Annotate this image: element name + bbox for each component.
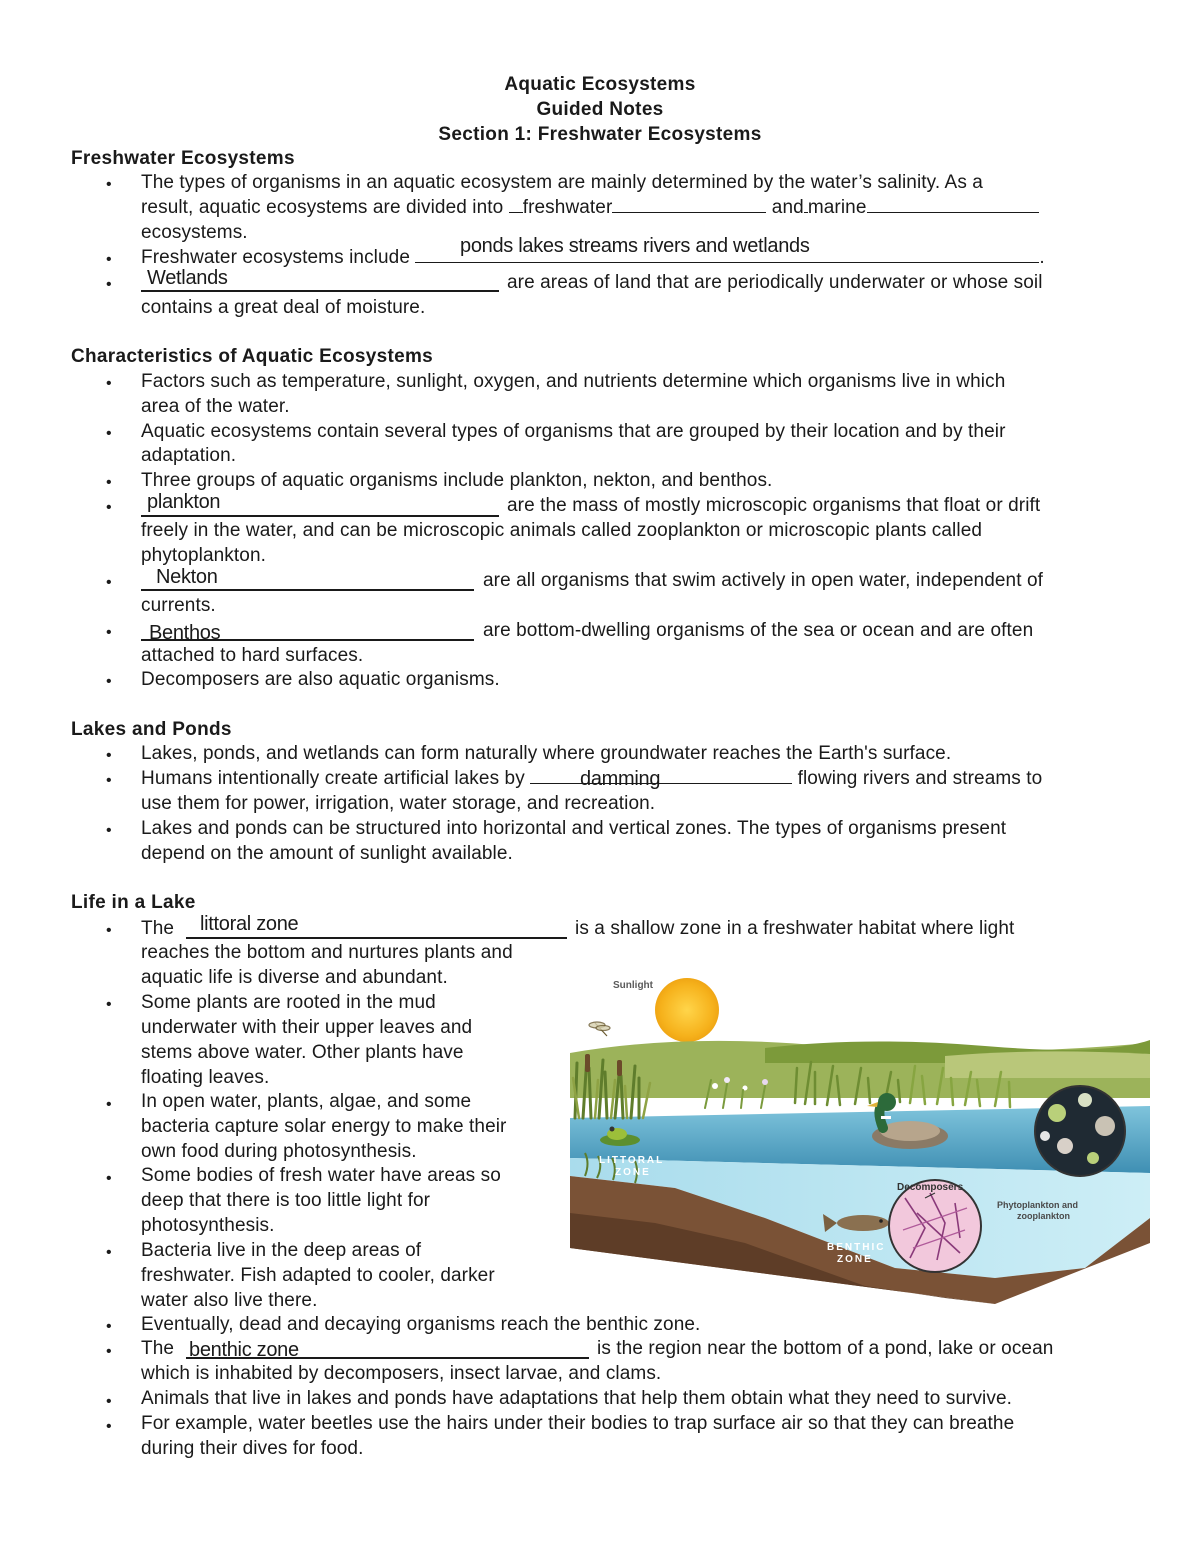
answer-littoral-zone: littoral zone [200,913,299,935]
bullet: • [106,822,112,839]
text-line: deep that there is too little light for [141,1190,431,1211]
bullet: • [106,1318,112,1335]
sunlight-label: Sunlight [613,980,653,991]
text-line: are bottom-dwelling organisms of the sea or ocean and are often [483,620,1034,641]
doc-title: Aquatic Ecosystems [504,74,696,95]
text-line: currents. [141,595,216,616]
text-line: adaptation. [141,445,237,466]
bullet: • [106,673,112,690]
bullet: • [106,1393,112,1410]
answer-damming: damming [580,768,661,790]
sun-icon [655,978,719,1042]
text-line: floating leaves. [141,1067,270,1088]
bullet: • [106,474,112,491]
text-line: The [141,918,175,939]
text-line: are all organisms that swim actively in open water, independent of [483,570,1044,591]
bullet: • [106,1170,112,1187]
answer-wetlands: Wetlands [147,267,228,289]
answer-benthos: Benthos [149,622,221,644]
text-line: Some bodies of fresh water have areas so [141,1165,501,1186]
answer-blank [530,782,792,784]
answer-plankton: plankton [147,491,221,513]
text-line: contains a great deal of moisture. [141,297,426,318]
text-fragment: . [1039,247,1045,268]
text-fragment: Humans intentionally create artificial lakes by [141,768,525,789]
littoral-zone-label-line2: ZONE [615,1167,651,1178]
bullet: • [106,1418,112,1435]
lake-cross-section-figure [565,968,1155,1304]
bullet: • [106,251,112,268]
plankton-label-line1: Phytoplankton and [997,1200,1078,1210]
text-line: during their dives for food. [141,1438,364,1459]
bullet: • [106,499,112,516]
text-line: For example, water beetles use the hairs under their bodies to trap surface air so that they can breathe [141,1413,1015,1434]
text-line: stems above water. Other plants have [141,1042,464,1063]
bullet: • [106,425,112,442]
heading-characteristics: Characteristics of Aquatic Ecosystems [71,346,434,367]
answer-benthic-zone: benthic zone [189,1339,299,1361]
text-line: Three groups of aquatic organisms include plankton, nekton, and benthos. [141,470,773,491]
answer-freshwater: freshwater [522,197,613,218]
plankton-label-line2: zooplankton [1017,1211,1070,1221]
bullet: • [106,276,112,293]
text-line: reaches the bottom and nurtures plants and [141,942,513,963]
text-line: phytoplankton. [141,545,266,566]
answer-blank [509,211,523,213]
heading-freshwater: Freshwater Ecosystems [71,148,295,169]
text-line: bacteria capture solar energy to make their [141,1116,507,1137]
text-line: Eventually, dead and decaying organisms reach the benthic zone. [141,1314,701,1335]
section-title: Section 1: Freshwater Ecosystems [438,124,762,145]
text-line: The types of organisms in an aquatic ecosystem are mainly determined by the water’s salinity. As a [141,172,983,193]
text-fragment: Freshwater ecosystems include [141,247,411,268]
bullet: • [106,747,112,764]
answer-blank [867,211,1039,213]
text-line: water also live there. [141,1290,318,1311]
text-line: freely in the water, and can be microscopic animals called zooplankton or microscopic plants called [141,520,983,541]
answer-freshwater-types: ponds lakes streams rivers and wetlands [460,235,810,257]
text-line: Factors such as temperature, sunlight, oxygen, and nutrients determine which organisms live in which [141,371,1006,392]
text-line: is the region near the bottom of a pond, lake or ocean [597,1338,1054,1359]
text-line: attached to hard surfaces. [141,645,364,666]
text-line: ecosystems. [141,222,248,243]
heading-lakes-ponds: Lakes and Ponds [71,719,232,740]
text-line: photosynthesis. [141,1215,275,1236]
text-line: which is inhabited by decomposers, insect larvae, and clams. [141,1363,662,1384]
bullet: • [106,574,112,591]
text-line: is a shallow zone in a freshwater habitat where light [575,918,1015,939]
text-line: freshwater. Fish adapted to cooler, darker [141,1265,495,1286]
text-fragment: and [771,197,804,218]
text-line: area of the water. [141,396,290,417]
text-line [141,197,1039,219]
littoral-zone-label-line1: LITTORAL [599,1155,665,1166]
text-line: Animals that live in lakes and ponds have adaptations that help them obtain what they need to survive. [141,1388,1013,1409]
answer-blank [612,211,766,213]
answer-marine: marine [807,197,867,218]
text-line: Lakes and ponds can be structured into horizontal and vertical zones. The types of organisms present [141,818,1007,839]
bullet: • [106,922,112,939]
dragonfly-icon [589,1022,610,1036]
text-line: Lakes, ponds, and wetlands can form naturally where groundwater reaches the Earth's surface. [141,743,952,764]
heading-life-in-lake: Life in a Lake [71,892,196,913]
bullet: • [106,375,112,392]
bullet: • [106,1343,112,1360]
answer-blank [415,261,1039,263]
answer-nekton: Nekton [156,566,218,588]
bullet: • [106,996,112,1013]
text-line: depend on the amount of sunlight available. [141,843,513,864]
benthic-zone-label-line1: BENTHIC [827,1242,886,1253]
decomposers-label: Decomposers [897,1182,964,1193]
text-line: The [141,1338,175,1359]
text-line: Aquatic ecosystems contain several types of organisms that are grouped by their location and by their [141,421,1006,442]
doc-subtitle: Guided Notes [536,99,664,120]
text-line: own food during photosynthesis. [141,1141,417,1162]
bullet: • [106,1096,112,1113]
text-line: are areas of land that are periodically underwater or whose soil [507,272,1043,293]
text-line: In open water, plants, algae, and some [141,1091,472,1112]
text-fragment: flowing rivers and streams to [797,768,1043,789]
plankton-magnified-icon [1035,1086,1125,1176]
text-line: underwater with their upper leaves and [141,1017,473,1038]
bullet: • [106,1244,112,1261]
text-line: Bacteria live in the deep areas of [141,1240,422,1261]
bullet: • [106,624,112,641]
text-line: Some plants are rooted in the mud [141,992,436,1013]
text-fragment: result, aquatic ecosystems are divided into [141,197,504,218]
text-line: Decomposers are also aquatic organisms. [141,669,500,690]
text-line: are the mass of mostly microscopic organisms that float or drift [507,495,1041,516]
text-line: aquatic life is diverse and abundant. [141,967,448,988]
text-line: use them for power, irrigation, water storage, and recreation. [141,793,656,814]
bullet: • [106,772,112,789]
benthic-zone-label-line2: ZONE [837,1254,873,1265]
bullet: • [106,176,112,193]
decomposers-magnified-icon [889,1180,981,1272]
